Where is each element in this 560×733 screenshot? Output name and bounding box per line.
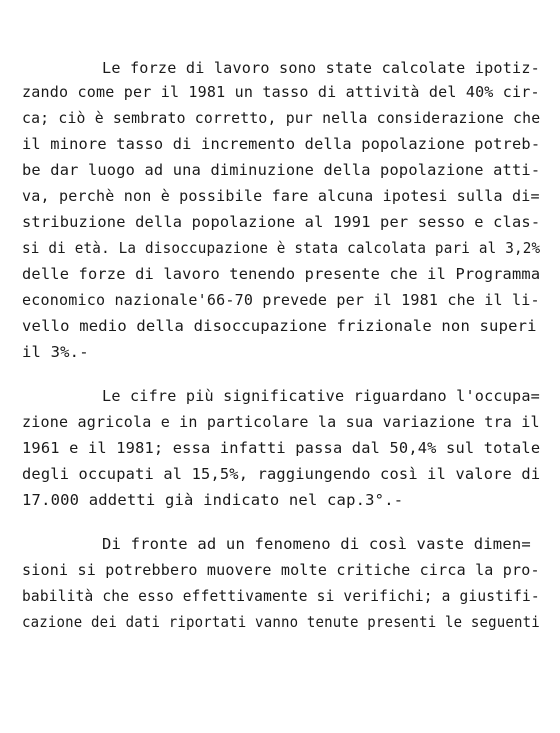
text-line: va, perchè non è possibile fare alcuna ipotesi sulla di= [22, 187, 540, 205]
text-line: sioni si potrebbero muovere molte critiche circa la pro- [22, 561, 540, 579]
text-line: be dar luogo ad una diminuzione della popolazione atti- [22, 161, 541, 179]
text-line: Le forze di lavoro sono state calcolate ipotiz- [102, 59, 540, 77]
text-line: Di fronte ad un fenomeno di così vaste dimen= [102, 535, 531, 553]
text-line: zione agricola e in particolare la sua variazione tra il [22, 413, 540, 431]
text-line: 1961 e il 1981; essa infatti passa dal 50,4% sul totale [22, 439, 541, 457]
text-line: si di età. La disoccupazione è stata calcolata pari al 3,2% [22, 239, 541, 257]
text-line: Le cifre più significative riguardano l'occupa= [102, 387, 540, 405]
text-line: il 3%.- [22, 343, 89, 361]
text-line: il minore tasso di incremento della popolazione potreb- [22, 135, 541, 153]
text-line: babilità che esso effettivamente si verifichi; a giustifi- [22, 587, 540, 605]
text-line: degli occupati al 15,5%, raggiungendo così il valore di [22, 465, 541, 483]
text-line: stribuzione della popolazione al 1991 per sesso e clas- [22, 213, 541, 231]
text-line: ca; ciò è sembrato corretto, pur nella considerazione che [22, 109, 541, 127]
text-line: zando come per il 1981 un tasso di attività del 40% cir- [22, 83, 540, 101]
text-line: delle forze di lavoro tenendo presente che il Programma [22, 265, 541, 283]
text-line: cazione dei dati riportati vanno tenute presenti le seguenti [22, 613, 540, 631]
text-line: vello medio della disoccupazione frizionale non superi [22, 317, 537, 335]
text-line: 17.000 addetti già indicato nel cap.3°.- [22, 491, 404, 509]
text-line: economico nazionale'66-70 prevede per il 1981 che il li- [22, 291, 540, 309]
